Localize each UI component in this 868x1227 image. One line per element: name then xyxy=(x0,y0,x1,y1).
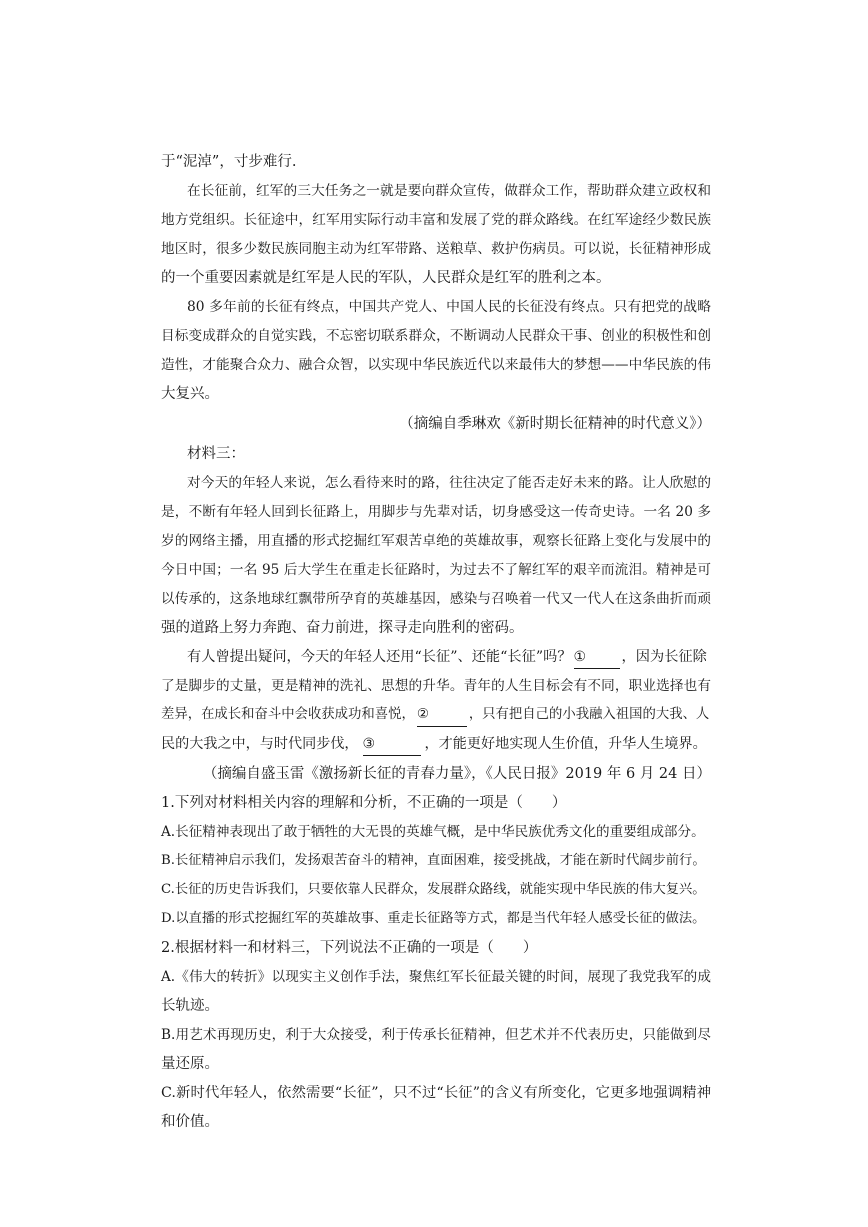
text-line xyxy=(161,729,711,759)
text-line: 今日中国；一名 95 后大学生在重走长征路时，为过去不了解红军的艰辛而流泪。精神是可 xyxy=(161,562,711,578)
question-1-stem: 1.下列对材料相关内容的理解和分析，不正确的一项是（ ） xyxy=(161,795,567,811)
question-1-option-a: A.长征精神表现出了敢于牺牲的大无畏的英雄气概，是中华民族优秀文化的重要组成部分。 xyxy=(161,824,705,840)
text-line xyxy=(187,642,711,672)
text-line: 是，不断有年轻人回到长征路上，用脚步与先辈对话，切身感受这一传奇史诗。一名 20 多 xyxy=(161,504,711,520)
section-heading: 材料三： xyxy=(187,446,245,462)
text-segment: 有人曾提出疑问，今天的年轻人还用“长征”、还能“长征”吗？ xyxy=(187,649,572,665)
text-line: 强的道路上努力奔跑、奋力前进，探寻走向胜利的密码。 xyxy=(161,620,524,636)
text-line: 80 多年前的长征有终点，中国共产党人、中国人民的长征没有终点。只有把党的战略 xyxy=(187,299,711,315)
text-line: 地方党组织。长征途中，红军用实际行动丰富和发展了党的群众路线。在红军途经少数民族 xyxy=(161,212,711,228)
text-segment: 差异，在成长和奋斗中会收获成功和喜悦， xyxy=(161,707,415,722)
text-line: 于“泥淖”，寸步难行. xyxy=(161,154,297,170)
question-2-option-a-cont: 长轨迹。 xyxy=(161,998,219,1014)
text-line: 造性，才能聚合众力、融合众智，以实现中华民族近代以来最伟大的梦想——中华民族的伟 xyxy=(161,357,711,373)
text-segment: ，只有把自己的小我融入祖国的大我、人 xyxy=(468,707,710,722)
text-segment: ，才能更好地实现人生价值，升华人生境界。 xyxy=(424,736,707,752)
source-citation: （摘编自盛玉雷《激扬新长征的青春力量》，《人民日报》2019 年 6 月 24 日） xyxy=(202,766,711,782)
question-2-option-b: B.用艺术再现历史，利于大众接受，利于传承长征精神，但艺术并不代表历史，只能做到尽 xyxy=(161,1027,711,1043)
question-2-option-c: C.新时代年轻人，依然需要“长征”，只不过“长征”的含义有所变化，它更多地强调精神 xyxy=(161,1085,711,1101)
text-line: 岁的网络主播，用直播的形式挖掘红军艰苦卓绝的英雄故事，观察长征路上变化与发展中的 xyxy=(161,533,711,549)
text-line: 以传承的，这条地球红飘带所孕育的英雄基因，感染与召唤着一代又一代人在这条曲折而顽 xyxy=(161,591,711,607)
blank-2: ② xyxy=(417,704,467,727)
text-line: 了是脚步的丈量，更是精神的洗礼、思想的升华。青年的人生目标会有不同，职业选择也有 xyxy=(161,678,711,694)
question-1-option-d: D.以直播的形式挖掘红军的英雄故事、重走长征路等方式，都是当代年轻人感受长征的做法。 xyxy=(161,911,706,926)
question-2-stem: 2.根据材料一和材料三，下列说法不正确的一项是（ ） xyxy=(161,940,538,956)
blank-1: ① xyxy=(574,646,620,669)
blank-3: ③ xyxy=(363,733,421,756)
question-2-option-b-cont: 量还原。 xyxy=(161,1056,219,1072)
text-line: 对今天的年轻人来说，怎么看待来时的路，往往决定了能否走好未来的路。让人欣慰的 xyxy=(187,475,711,491)
text-line: 在长征前，红军的三大任务之一就是要向群众宣传，做群众工作，帮助群众建立政权和 xyxy=(187,183,711,199)
text-segment: ，因为长征除 xyxy=(621,649,707,665)
source-citation: （摘编自季琳欢《新时期长征精神的时代意义》） xyxy=(399,416,711,432)
text-line: 大复兴。 xyxy=(161,386,219,402)
text-line: 的一个重要因素就是红军是人民的军队，人民群众是红军的胜利之本。 xyxy=(161,270,611,286)
text-segment: 民的大我之中，与时代同步伐， xyxy=(161,736,359,752)
text-line xyxy=(161,700,711,730)
question-2-option-c-cont: 和价值。 xyxy=(161,1114,219,1130)
question-2-option-a: A.《伟大的转折》以现实主义创作手法，聚焦红军长征最关键的时间，展现了我党我军的成 xyxy=(161,969,711,985)
text-line: 目标变成群众的自觉实践，不忘密切联系群众，不断调动人民群众干事、创业的积极性和创 xyxy=(161,328,711,344)
question-1-option-c: C.长征的历史告诉我们，只要依靠人民群众，发展群众路线，就能实现中华民族的伟大复兴。 xyxy=(161,882,706,897)
text-line: 地区时，很多少数民族同胞主动为红军带路、送粮草、救护伤病员。可以说，长征精神形成 xyxy=(161,241,711,257)
question-1-option-b: B.长征精神启示我们，发扬艰苦奋斗的精神，直面困难，接受挑战，才能在新时代阔步前行。 xyxy=(161,853,706,868)
